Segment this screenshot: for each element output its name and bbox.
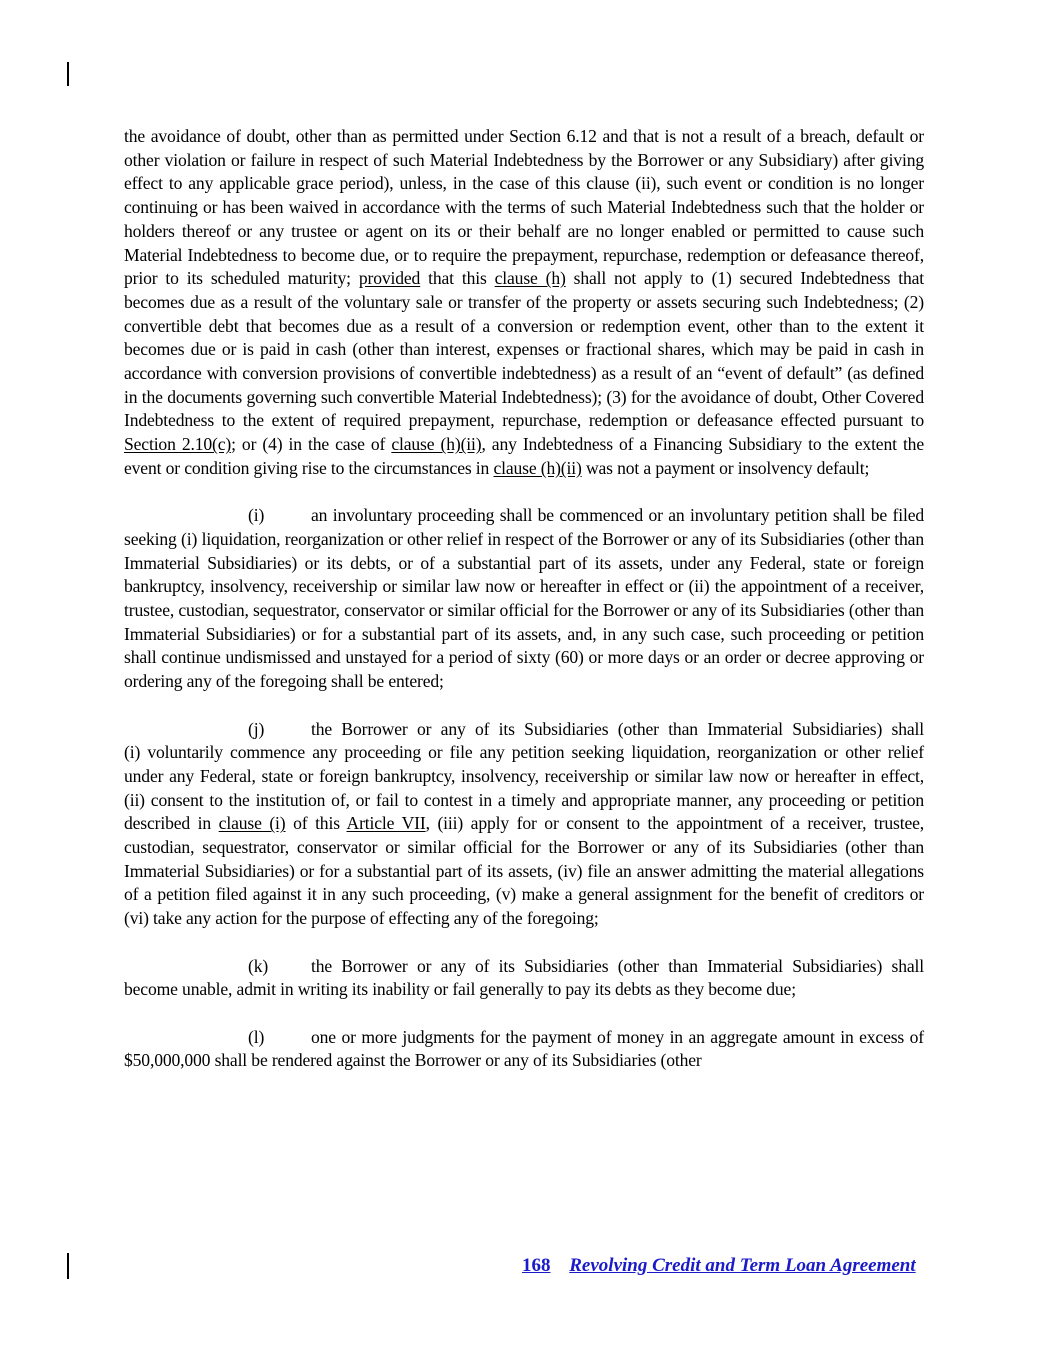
body-text: was not a payment or insolvency default; [581, 457, 870, 478]
body-text: an involuntary proceeding shall be commenced or an involuntary petition shall be filed seeking (i) liquidation, reorganization or other relief in respect of the Borrower or any of its Subsidiaries (other than Immaterial Subsidiaries) or its debts, or of a substantial part of its assets, under any Federal, state or foreign bankruptcy, insolvency, receivership or similar law now or hereafter in effect or (ii) the appointment of a receiver, trustee, custodian, sequestrator, conservator or similar official for the Borrower or any of its Subsidiaries (other than Immaterial Subsidiaries) or for a substantial part of its assets, and, in any such case, such proceeding or petition shall continue undismissed and unstayed for a period of sixty (60) or more days or an order or decree approving or ordering any of the foregoing shall be entered; [124, 505, 924, 692]
page-footer [522, 1255, 916, 1277]
body-text: of this [285, 813, 347, 834]
body-text: the Borrower or any of its Subsidiaries (other than Immaterial Subsidiaries) shall become unable, admit in writing its inability or fail generally to pay its debts as they become due; [124, 955, 924, 1000]
body-text: the Borrower or any of its Subsidiaries (other than Immaterial Subsidiaries) shall (i) voluntarily commence any proceeding or file any petition seeking liquidation, reorganization or other relief under any Federal, state or foreign bankruptcy, insolvency, receivership or similar law now or hereafter in effect, (ii) consent to the institution of, or fail to contest in a timely and appropriate manner, any proceeding or petition described in [124, 718, 924, 834]
clause-j [124, 718, 924, 931]
body-text: the avoidance of doubt, other than as permitted under Section 6.12 and that is not a result of a breach, default or other violation or failure in respect of such Material Indebtedness by the Borrower or any Subsidiary) after giving effect to any applicable grace period), unless, in the case of this clause (ii), such event or condition is no longer continuing or has been waived in accordance with the terms of such Material Indebtedness such that the holder or holders thereof or any trustee or agent on its or their behalf are no longer enabled or permitted to cause such Material Indebtedness to become due, or to require the prepayment, repurchase, redemption or defeasance thereof, prior to its scheduled maturity; [124, 126, 924, 289]
cross-reference: provided [358, 268, 421, 289]
change-bar-marker [67, 62, 69, 86]
clause-label: (k) [248, 955, 269, 976]
body-text: shall not apply to (1) secured Indebtedness that becomes due as a result of the voluntary sale or transfer of the property or assets securing such Indebtedness; (2) convertible debt that becomes due as a result of a conversion or redemption event, other than to the extent it becomes due or is paid in cash (other than interest, expenses or fractional shares, which may be paid in cash in accordance with conversion provisions of convertible indebtedness) as a result of an “event of default” (as defined in the documents governing such convertible Material Indebtedness); (3) for the avoidance of doubt, Other Covered Indebtedness to the extent of required prepayment, repurchase, redemption or defeasance effected pursuant to [124, 268, 924, 431]
cross-reference: Article VII [346, 813, 426, 834]
clause-k [124, 955, 924, 1002]
cross-reference: clause (h) [494, 268, 566, 289]
document-body [124, 125, 924, 1097]
body-text: , (iii) apply for or consent to the appointment of a receiver, trustee, custodian, sequestrator, conservator or similar official for the Borrower or any of its Subsidiaries (other than Immaterial Subsidiaries) or for a substantial part of its assets, (iv) file an answer admitting the material allegations of a petition filed against it in any such proceeding, (v) make a general assignment for the benefit of creditors or (vi) take any action for the purpose of effecting any of the foregoing; [124, 813, 925, 929]
change-bar-marker [67, 1253, 69, 1279]
body-text: ; or (4) in the case of [231, 434, 392, 455]
cross-reference: clause (i) [218, 813, 286, 834]
page-number-link[interactable]: 168 [522, 1255, 551, 1276]
cross-reference: clause (h)(ii) [391, 434, 482, 455]
cross-reference: Section 2.10(c) [124, 434, 232, 455]
cross-reference: clause (h)(ii) [493, 457, 582, 478]
body-text: , any Indebtedness of a Financing Subsidiary to the extent the event or condition giving rise to the circumstances in [124, 434, 924, 478]
clause-label: (l) [248, 1026, 265, 1047]
clause-l [124, 1026, 924, 1073]
document-title-link[interactable]: Revolving Credit and Term Loan Agreement [569, 1255, 916, 1276]
body-text: that this [420, 268, 495, 289]
clause-i [124, 504, 924, 694]
clause-label: (j) [248, 718, 265, 739]
body-text: one or more judgments for the payment of money in an aggregate amount in excess of $50,000,000 shall be rendered against the Borrower or any of its Subsidiaries (other [124, 1026, 924, 1071]
clause-label: (i) [248, 505, 265, 526]
paragraph-h-continuation [124, 125, 924, 481]
